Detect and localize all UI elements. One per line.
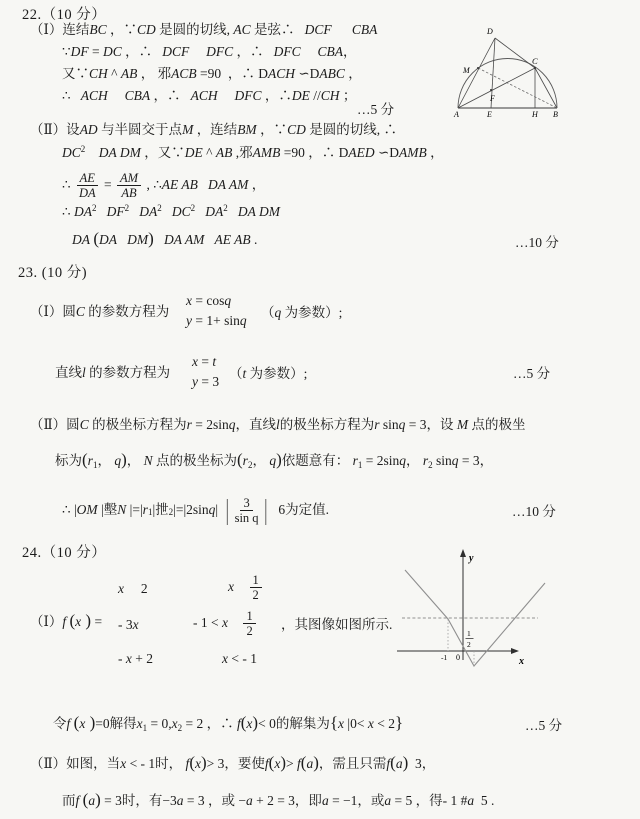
p24-piecewise-row2-tail: ，其图像如图所示. <box>281 617 393 632</box>
p22-part1-line1: （Ⅰ）连结BC ，∵CD 是圆的切线, AC 是弦∴ DCF CBA <box>30 22 378 37</box>
p23-part1-paren1: （q 为参数）; <box>261 305 343 320</box>
p23-system1-row2: y = 1+ sinq <box>186 313 247 329</box>
p24-piecewise-row1-expr: x 2 <box>118 581 148 596</box>
p23-system2-row2: y = 3 <box>192 374 220 390</box>
p23-system1-row1: x = cosq <box>186 293 232 308</box>
p22-part1-line4: ∴ ACH CBA ，∴ ACH DFC ，∴DE //CH ； <box>62 88 357 103</box>
p24-part2-line2: 而f (a) = 3时，有−3a = 3 ，或 −a + 2 = 3，即a = −1，或a = 5 ，得- 1 #a 5 . <box>62 790 495 809</box>
fig22-label-M: M <box>463 66 470 75</box>
fig24-label-half-den: 2 <box>467 640 471 649</box>
fig22-label-D: D <box>487 27 493 36</box>
p24-part1-score: …5 分 <box>525 718 563 733</box>
p22-part1-line2: ∵DF = DC ，∴ DCF DFC ，∴ DFC CBA， <box>62 44 357 59</box>
fig24-x-arrow <box>511 648 519 654</box>
fig24-label-origin: 0 <box>456 653 460 662</box>
p22-part1-line3: 又∵CH ^ AB ， 邪ACB =90 ，∴ DACH ∽DABC ， <box>62 66 362 81</box>
fig24-label-neg-one: -1 <box>441 653 448 662</box>
p23-system1 <box>186 291 247 332</box>
p24-piecewise-row3-expr: - x + 2 <box>118 651 153 666</box>
fig22-line-CB <box>535 68 557 108</box>
p24-part1-solution: 令f (x )=0解得$x_1 = 0,x_2 = 2$ ，∴ f(x)< 0的解集为{x |0< x < 2} <box>53 713 404 733</box>
p23-part1-paren2: （t 为参数）; <box>229 366 308 381</box>
fig22-circle-diagram <box>443 10 568 122</box>
p22-part1-score: …5 分 <box>357 102 395 117</box>
fig24-y-arrow <box>460 549 466 557</box>
p24-heading: 24.（10 分） <box>22 545 107 561</box>
p22-heading: 22.（10 分） <box>22 7 107 23</box>
p24-part2-line1: （Ⅱ）如图，当x < - 1时， f(x)> 3，要使f(x)> f(a)，需且只需f(a) 3， <box>30 753 436 772</box>
p22-part2-line2: $DC^2$ DA DM ，又∵DE ^ AB ,邪AMB =90 ，∴ DAED ∽DAMB ， <box>62 144 444 160</box>
p22-part2-line1: （Ⅱ）设AD 与半圆交于点M ，连结BM ，∵CD 是圆的切线, ∴ <box>30 122 397 137</box>
p24-piecewise-intro: （Ⅰ）f (x ) = <box>30 611 106 630</box>
fig22-label-B: B <box>553 110 558 119</box>
fig22-point-F <box>490 89 492 91</box>
p22-part2-line3: ∴ $\frac{AE}{DA}$ = $\frac{AM}{AB}$ , ∴ AE AB DA AM ， <box>62 170 266 200</box>
p23-part2-line1: （Ⅱ）圆C 的极坐标方程为r = 2sinq，直线l的极坐标方程为r sinq = 3，设 M 点的极坐 <box>30 417 526 432</box>
p24-piecewise-row3-cond: x < - 1 <box>222 651 257 666</box>
p23-part1-score: …5 分 <box>513 366 551 381</box>
fig24-label-half-num: 1 <box>467 629 471 638</box>
fig22-point-C <box>534 67 536 69</box>
fig24-label-y: y <box>469 553 474 564</box>
fig22-line-DC <box>495 38 535 68</box>
fig22-label-A: A <box>454 110 459 119</box>
fig22-label-E: E <box>487 110 492 119</box>
p22-part2-line5: DA (DA DM) DA AM AE AB . <box>72 229 258 248</box>
p23-system2-row1: x = t <box>192 354 217 369</box>
fig24-function-graph <box>395 548 555 680</box>
p23-part1-intro2: 直线l 的参数方程为 <box>55 365 171 380</box>
p23-part2-line2: 标为($r_1$， q)， N 点的极坐标为($r_2$， q)依题意有： $r_1 = 2\sin q$， $r_2$ sinq = 3， <box>55 450 494 470</box>
p23-heading: 23. (10 分) <box>18 265 88 281</box>
p23-part1-intro1: （Ⅰ）圆C 的参数方程为 <box>30 304 170 319</box>
p23-part2-score: …10 分 <box>512 504 556 519</box>
p23-part2-line3: ∴ | OM |墼 N |=| r 1 |抴 2 |=|2sin q | | $\frac{3}{\text{sin q}}$ | 6为定值. <box>62 493 329 526</box>
fig22-label-F: F <box>490 94 495 103</box>
fig24-label-x: x <box>519 656 524 667</box>
p24-piecewise-row2-cond: - 1 < x $\frac{1}{2}$ <box>193 607 258 639</box>
fig22-label-H: H <box>532 110 538 119</box>
p23-system2 <box>192 352 219 393</box>
p22-part2-line4: ∴ $DA^2$ $DF^2$ $DA^2$ $DC^2$ $DA^2$ DA DM <box>62 203 280 219</box>
fig22-label-C: C <box>532 56 538 66</box>
fig22-point-M <box>477 67 479 69</box>
p22-part2-score: …10 分 <box>515 235 559 250</box>
p24-piecewise-row1-cond: x $\frac{1}{2}$ <box>228 571 264 603</box>
p24-piecewise-row2-expr: - 3x <box>118 617 139 632</box>
